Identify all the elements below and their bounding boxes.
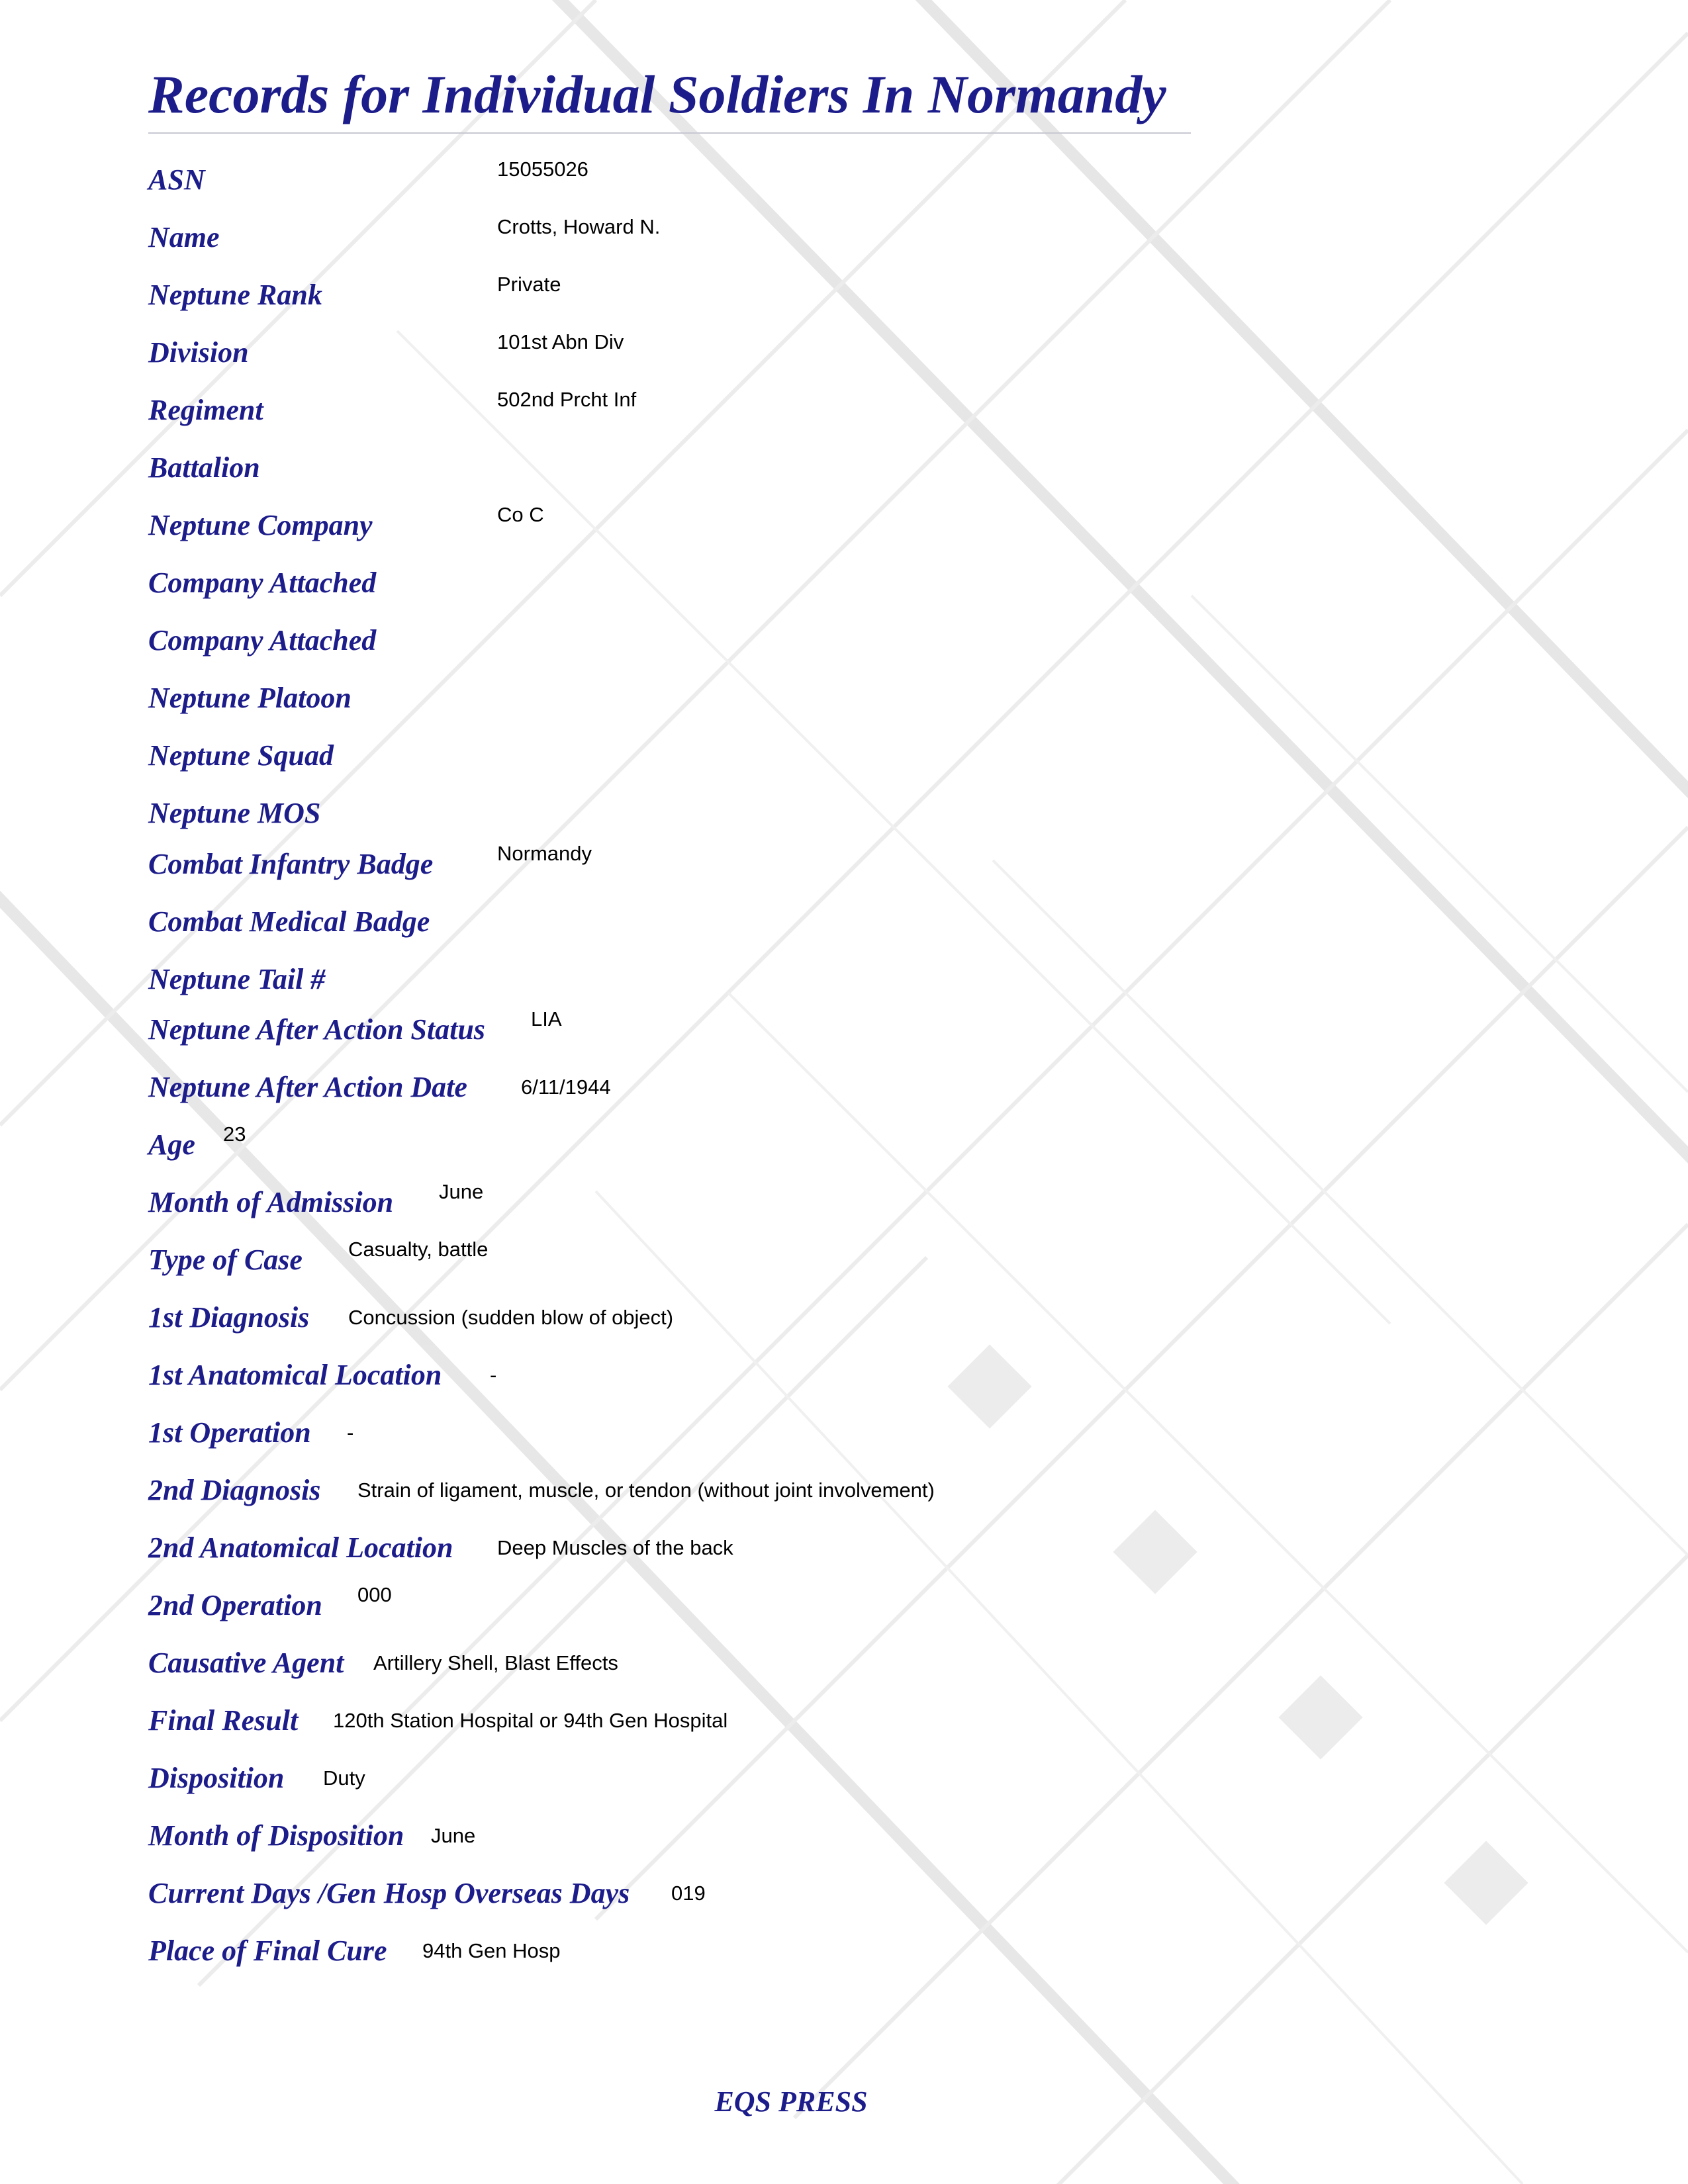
field-value: LIA <box>531 1007 562 1030</box>
field-label: Company Attached <box>148 624 377 657</box>
field-value: Private <box>497 273 561 296</box>
field-value: Concussion (sudden blow of object) <box>348 1306 674 1329</box>
field-label: Neptune Platoon <box>148 682 352 714</box>
field-label: Type of Case <box>148 1244 303 1276</box>
field-value: June <box>431 1824 476 1847</box>
field-value: 502nd Prcht Inf <box>497 388 637 411</box>
field-label: Final Result <box>148 1704 299 1737</box>
field-label: Combat Medical Badge <box>148 905 430 938</box>
field-label: Place of Final Cure <box>148 1934 387 1967</box>
field-value: - <box>490 1363 497 1387</box>
field-label: 1st Diagnosis <box>148 1301 310 1334</box>
field-value: 94th Gen Hosp <box>422 1939 561 1962</box>
field-value: Co C <box>497 503 544 526</box>
field-value: Strain of ligament, muscle, or tendon (without joint involvement) <box>357 1479 935 1502</box>
field-value: Deep Muscles of the back <box>497 1536 733 1559</box>
field-label: Causative Agent <box>148 1647 344 1679</box>
field-value: - <box>347 1421 354 1444</box>
field-label: Company Attached <box>148 567 377 599</box>
field-value: 120th Station Hospital or 94th Gen Hospital <box>333 1709 728 1732</box>
field-label: Age <box>148 1128 195 1161</box>
field-label: 2nd Operation <box>148 1589 322 1621</box>
field-label: Name <box>148 221 220 253</box>
footer-publisher: EQS PRESS <box>714 2085 868 2118</box>
field-label: Disposition <box>148 1762 285 1794</box>
field-label: Neptune Rank <box>148 279 322 311</box>
field-value: Casualty, battle <box>348 1238 489 1261</box>
field-value: 6/11/1944 <box>521 1075 611 1099</box>
field-label: ASN <box>148 163 205 196</box>
field-label: Current Days /Gen Hosp Overseas Days <box>148 1877 630 1909</box>
field-label: 2nd Diagnosis <box>148 1474 321 1506</box>
field-label: Regiment <box>148 394 263 426</box>
field-label: Month of Admission <box>148 1186 394 1218</box>
field-value: 019 <box>671 1882 706 1905</box>
field-label: Neptune MOS <box>148 797 321 829</box>
field-label: Division <box>148 336 249 369</box>
field-label: Combat Infantry Badge <box>148 848 434 880</box>
field-label: Battalion <box>148 451 260 484</box>
field-value: 15055026 <box>497 158 588 181</box>
field-label: 1st Operation <box>148 1416 311 1449</box>
field-label: Neptune Squad <box>148 739 334 772</box>
field-label: Neptune After Action Status <box>148 1013 485 1046</box>
field-label: 2nd Anatomical Location <box>148 1531 453 1564</box>
page-title: Records for Individual Soldiers In Normandy <box>148 64 1166 124</box>
field-value: 23 <box>223 1122 246 1146</box>
field-label: 1st Anatomical Location <box>148 1359 442 1391</box>
field-value: Crotts, Howard N. <box>497 215 661 238</box>
field-value: June <box>439 1180 484 1203</box>
field-value: Artillery Shell, Blast Effects <box>373 1651 618 1674</box>
field-label: Neptune Tail # <box>148 963 326 995</box>
field-value: 101st Abn Div <box>497 330 624 353</box>
field-value: Duty <box>323 1766 365 1790</box>
field-value: 000 <box>357 1583 392 1606</box>
field-label: Month of Disposition <box>148 1819 404 1852</box>
field-value: Normandy <box>497 842 592 865</box>
field-label: Neptune Company <box>148 509 373 541</box>
field-label: Neptune After Action Date <box>148 1071 467 1103</box>
